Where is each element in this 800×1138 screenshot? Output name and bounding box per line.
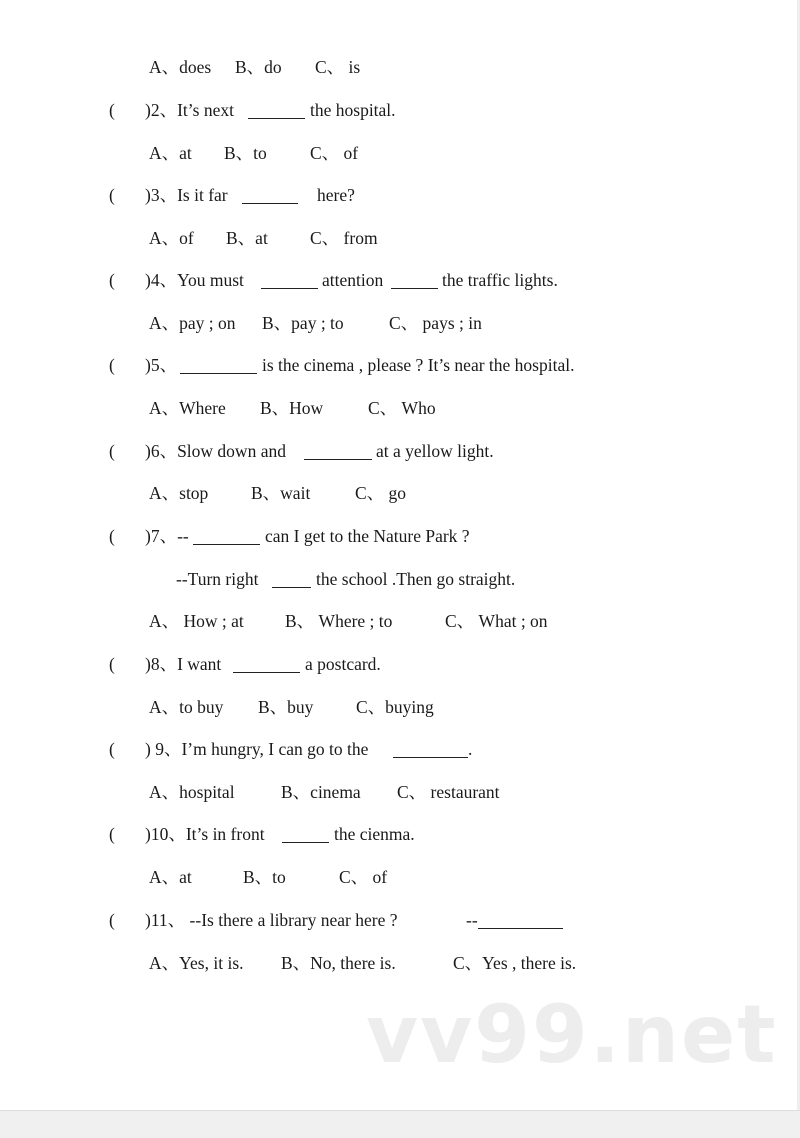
answer-blank — [248, 95, 305, 125]
question-text: )2、It’s next — [145, 100, 234, 120]
option-c: C、 go — [355, 483, 407, 503]
answer-blank — [242, 180, 298, 210]
answer-paren: ( — [109, 654, 115, 674]
option-b: B、pay ; to — [262, 313, 344, 333]
question-text: )11、 --Is there a library near here ? — [145, 910, 398, 930]
answer-blank-2 — [391, 265, 438, 295]
question-text-after: can I get to the Nature Park ? — [265, 526, 470, 546]
option-b: B、cinema — [281, 782, 361, 802]
option-c: C、Yes , there is. — [453, 953, 577, 973]
question-text: )6、Slow down and — [145, 441, 286, 461]
watermark: vv99.net — [366, 988, 778, 1081]
option-c: C、 Who — [368, 398, 436, 418]
option-a: A、stop — [149, 483, 209, 503]
option-a: A、pay ; on — [149, 313, 236, 333]
option-c: C、 pays ; in — [389, 313, 482, 333]
question-text: ) 9、I’m hungry, I can go to the — [145, 739, 369, 759]
answer-paren: ( — [109, 824, 115, 844]
answer-blank — [193, 521, 260, 551]
question-text-after: the traffic lights. — [442, 270, 558, 290]
answer-paren: ( — [109, 910, 115, 930]
reply-text: --Turn right — [176, 569, 259, 589]
answer-paren: ( — [109, 100, 115, 120]
answer-paren: ( — [109, 739, 115, 759]
option-a: A、at — [149, 867, 192, 887]
option-c: C、 is — [315, 57, 361, 77]
option-c: C、 of — [339, 867, 388, 887]
answer-blank — [304, 436, 372, 466]
answer-blank — [233, 649, 300, 679]
answer-blank — [272, 564, 311, 594]
page-footer-band — [0, 1110, 800, 1138]
question-text-after: a postcard. — [305, 654, 381, 674]
option-b: B、at — [226, 228, 268, 248]
option-a: A、to buy — [149, 697, 224, 717]
question-text: )4、You must — [145, 270, 244, 290]
answer-blank — [393, 734, 468, 764]
option-b: B、wait — [251, 483, 311, 503]
answer-paren: ( — [109, 355, 115, 375]
answer-blank — [478, 905, 563, 935]
option-a: A、at — [149, 143, 192, 163]
answer-blank — [180, 350, 257, 380]
question-text-after: here? — [317, 185, 355, 205]
question-text: )7、-- — [145, 526, 189, 546]
answer-paren: ( — [109, 526, 115, 546]
option-b: B、to — [224, 143, 267, 163]
question-text: )8、I want — [145, 654, 222, 674]
option-c: C、 from — [310, 228, 378, 248]
answer-paren: ( — [109, 270, 115, 290]
option-c: C、buying — [356, 697, 434, 717]
answer-paren: ( — [109, 185, 115, 205]
option-a: A、Yes, it is. — [149, 953, 244, 973]
option-a: A、does — [149, 57, 212, 77]
answer-paren: ( — [109, 441, 115, 461]
question-text-after: . — [468, 739, 473, 759]
option-a: A、hospital — [149, 782, 235, 802]
question-text-after: the hospital. — [310, 100, 396, 120]
option-b: B、 Where ; to — [285, 611, 393, 631]
reply-dash: -- — [466, 910, 478, 930]
option-c: C、 of — [310, 143, 359, 163]
reply-text-after: the school .Then go straight. — [316, 569, 516, 589]
question-text-after: the cienma. — [334, 824, 415, 844]
question-text: )3、Is it far — [145, 185, 228, 205]
option-b: B、buy — [258, 697, 314, 717]
option-c: C、 What ; on — [445, 611, 548, 631]
option-a: A、Where — [149, 398, 226, 418]
option-b: B、No, there is. — [281, 953, 396, 973]
answer-blank-1 — [261, 265, 318, 295]
question-text: )5、 — [145, 355, 178, 375]
answer-blank — [282, 819, 329, 849]
option-a: A、of — [149, 228, 194, 248]
option-b: B、to — [243, 867, 286, 887]
option-b: B、do — [235, 57, 282, 77]
question-text: )10、It’s in front — [145, 824, 265, 844]
option-b: B、How — [260, 398, 324, 418]
option-c: C、 restaurant — [397, 782, 500, 802]
option-a: A、 How ; at — [149, 611, 244, 631]
question-text-after: is the cinema , please ? It’s near the hospital. — [262, 355, 575, 375]
question-text-mid: attention — [322, 270, 384, 290]
question-text-after: at a yellow light. — [376, 441, 494, 461]
